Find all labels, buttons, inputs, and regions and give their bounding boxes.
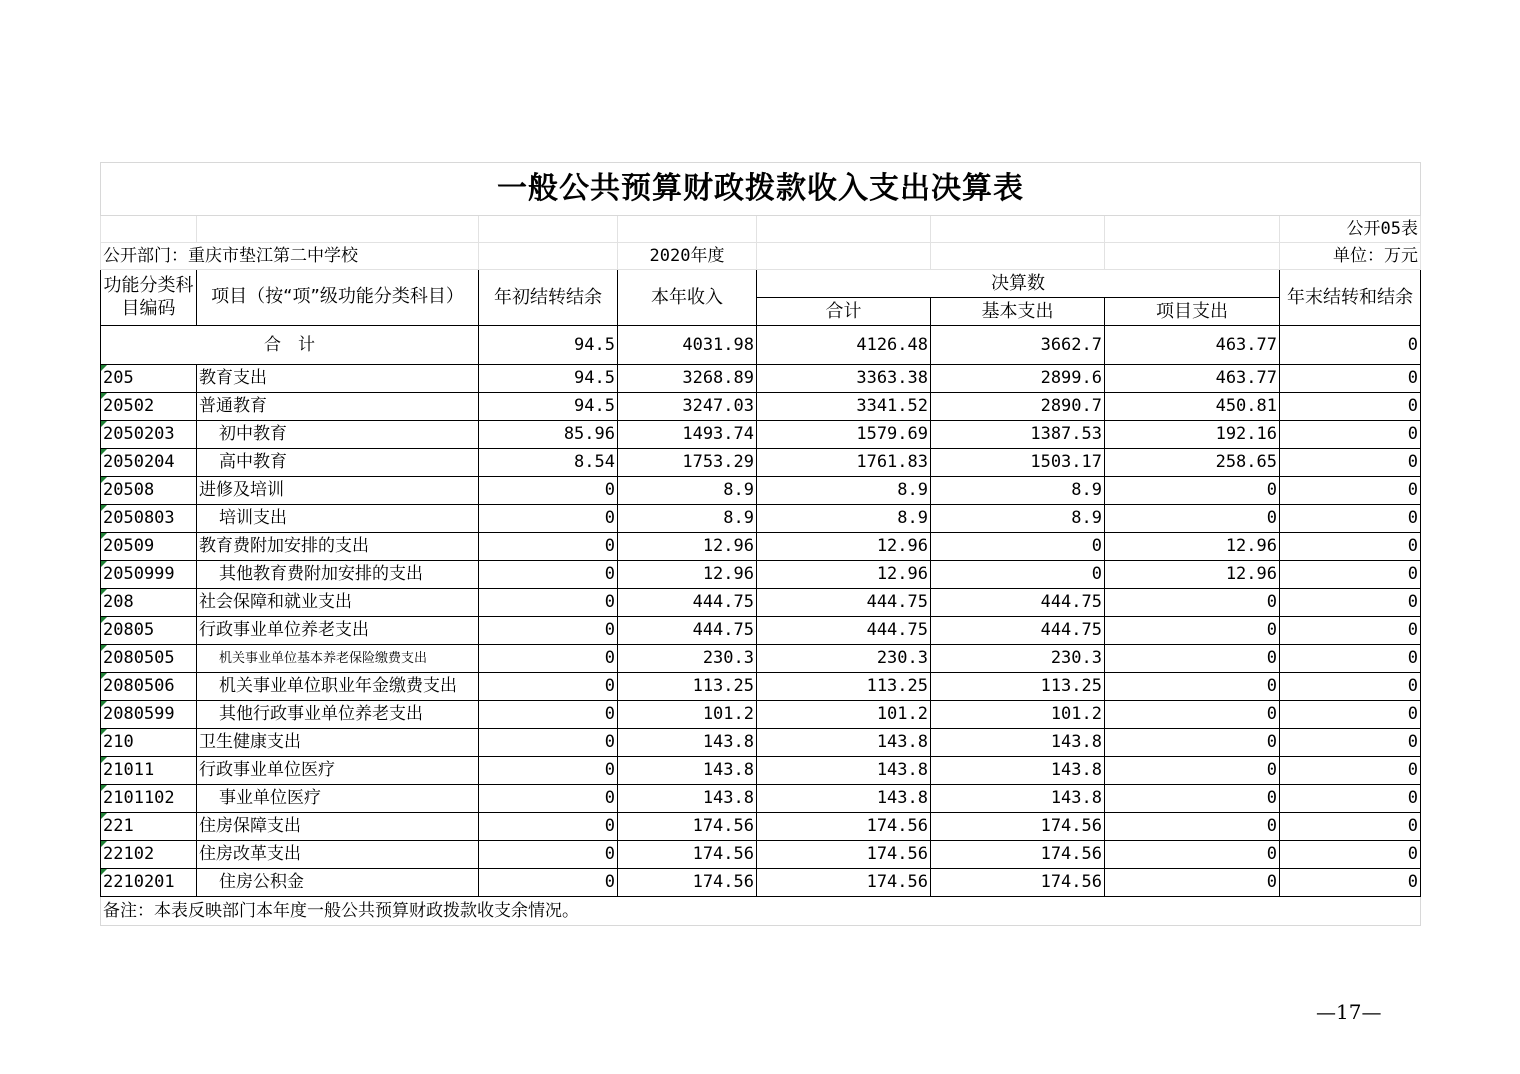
header-project: 项目支出: [1105, 298, 1280, 326]
row-value: 143.8: [757, 757, 931, 785]
row-value: 0: [1280, 617, 1421, 645]
row-value: 0: [1105, 813, 1280, 841]
row-value: 444.75: [618, 617, 757, 645]
table-note: 备注：本表反映部门本年度一般公共预算财政拨款收支余情况。: [101, 897, 1421, 926]
department-label: 公开部门：重庆市垫江第二中学校: [101, 243, 479, 270]
header-end-balance: 年末结转和结余: [1280, 270, 1421, 326]
row-value: 174.56: [931, 841, 1105, 869]
total-label: 合 计: [101, 326, 479, 365]
table-row: [101, 729, 1421, 757]
row-value: 0: [931, 561, 1105, 589]
row-code: 20508: [101, 477, 197, 505]
row-value: 444.75: [931, 617, 1105, 645]
row-value: 1579.69: [757, 421, 931, 449]
row-name: 卫生健康支出: [197, 729, 479, 757]
table-title: 一般公共预算财政拨款收入支出决算表: [101, 163, 1421, 216]
row-value: 174.56: [931, 813, 1105, 841]
row-code: 20502: [101, 393, 197, 421]
header-income: 本年收入: [618, 270, 757, 326]
row-name: 普通教育: [197, 393, 479, 421]
row-name: 事业单位医疗: [197, 785, 479, 813]
row-code: 22102: [101, 841, 197, 869]
row-value: 174.56: [757, 869, 931, 897]
total-row: [101, 326, 1421, 365]
row-value: 174.56: [618, 841, 757, 869]
row-code: 2210201: [101, 869, 197, 897]
row-value: 101.2: [757, 701, 931, 729]
total-cell: 0: [1280, 326, 1421, 365]
row-code: 2050999: [101, 561, 197, 589]
row-value: 0: [1280, 561, 1421, 589]
row-name: 教育支出: [197, 365, 479, 393]
row-name: 教育费附加安排的支出: [197, 533, 479, 561]
table-row: [101, 477, 1421, 505]
row-code: 21011: [101, 757, 197, 785]
total-cell: 4126.48: [757, 326, 931, 365]
table-row: [101, 589, 1421, 617]
row-value: 0: [1280, 869, 1421, 897]
row-value: 0: [1280, 729, 1421, 757]
total-cell: 3662.7: [931, 326, 1105, 365]
row-value: 1503.17: [931, 449, 1105, 477]
table-row: [101, 785, 1421, 813]
row-name: 高中教育: [197, 449, 479, 477]
page-number: —17—: [1316, 1000, 1382, 1024]
row-value: 143.8: [618, 729, 757, 757]
row-value: 0: [1105, 869, 1280, 897]
table-row: [101, 813, 1421, 841]
row-code: 20509: [101, 533, 197, 561]
row-value: 3341.52: [757, 393, 931, 421]
row-value: 0: [479, 617, 618, 645]
row-value: 12.96: [618, 561, 757, 589]
row-name: 进修及培训: [197, 477, 479, 505]
row-value: 12.96: [618, 533, 757, 561]
row-value: 8.9: [618, 505, 757, 533]
row-value: 0: [1105, 729, 1280, 757]
row-value: 444.75: [618, 589, 757, 617]
row-value: 1387.53: [931, 421, 1105, 449]
table-row: [101, 561, 1421, 589]
table-row: [101, 757, 1421, 785]
header-item: 项目（按“项”级功能分类科目）: [197, 270, 479, 326]
row-value: 12.96: [1105, 533, 1280, 561]
row-value: 0: [479, 561, 618, 589]
total-cell: 94.5: [479, 326, 618, 365]
row-value: 0: [1105, 477, 1280, 505]
row-value: 258.65: [1105, 449, 1280, 477]
row-value: 143.8: [757, 729, 931, 757]
row-value: 94.5: [479, 393, 618, 421]
row-value: 0: [1280, 393, 1421, 421]
row-name: 初中教育: [197, 421, 479, 449]
row-value: 12.96: [757, 561, 931, 589]
row-value: 0: [479, 589, 618, 617]
table-row: [101, 645, 1421, 673]
row-value: 0: [1280, 421, 1421, 449]
table-row: [101, 701, 1421, 729]
row-value: 0: [1280, 841, 1421, 869]
table-row: [101, 449, 1421, 477]
row-name: 行政事业单位养老支出: [197, 617, 479, 645]
row-value: 444.75: [931, 589, 1105, 617]
row-value: 2890.7: [931, 393, 1105, 421]
row-value: 0: [479, 673, 618, 701]
row-value: 101.2: [618, 701, 757, 729]
row-name: 行政事业单位医疗: [197, 757, 479, 785]
row-value: 0: [1280, 701, 1421, 729]
row-value: 230.3: [618, 645, 757, 673]
row-value: 101.2: [931, 701, 1105, 729]
row-value: 3268.89: [618, 365, 757, 393]
row-value: 174.56: [931, 869, 1105, 897]
table-row: [101, 365, 1421, 393]
row-value: 8.54: [479, 449, 618, 477]
row-value: 174.56: [757, 841, 931, 869]
header-final-group: 决算数: [757, 270, 1280, 298]
row-value: 0: [479, 701, 618, 729]
row-value: 143.8: [931, 729, 1105, 757]
fiscal-year: 2020年度: [618, 243, 757, 270]
row-value: 0: [1105, 841, 1280, 869]
row-value: 0: [1280, 785, 1421, 813]
budget-sheet: [100, 162, 1420, 926]
row-value: 0: [1280, 589, 1421, 617]
row-value: 174.56: [618, 869, 757, 897]
unit-label: 单位：万元: [1280, 243, 1421, 270]
row-value: 174.56: [757, 813, 931, 841]
header-basic: 基本支出: [931, 298, 1105, 326]
row-name: 培训支出: [197, 505, 479, 533]
row-code: 2050803: [101, 505, 197, 533]
row-name: 其他行政事业单位养老支出: [197, 701, 479, 729]
table-row: [101, 393, 1421, 421]
row-value: 0: [479, 533, 618, 561]
row-value: 0: [1280, 813, 1421, 841]
row-code: 208: [101, 589, 197, 617]
row-value: 450.81: [1105, 393, 1280, 421]
row-value: 0: [479, 785, 618, 813]
row-name: 其他教育费附加安排的支出: [197, 561, 479, 589]
row-value: 12.96: [757, 533, 931, 561]
row-code: 2101102: [101, 785, 197, 813]
row-value: 143.8: [931, 757, 1105, 785]
row-value: 8.9: [931, 477, 1105, 505]
row-value: 1761.83: [757, 449, 931, 477]
table-row: [101, 617, 1421, 645]
row-value: 0: [1105, 673, 1280, 701]
row-value: 0: [1280, 505, 1421, 533]
row-value: 1493.74: [618, 421, 757, 449]
row-value: 0: [1105, 785, 1280, 813]
row-value: 0: [1105, 701, 1280, 729]
row-value: 0: [479, 757, 618, 785]
row-value: 444.75: [757, 589, 931, 617]
row-value: 143.8: [757, 785, 931, 813]
row-value: 0: [479, 505, 618, 533]
row-value: 1753.29: [618, 449, 757, 477]
row-value: 230.3: [931, 645, 1105, 673]
row-value: 113.25: [757, 673, 931, 701]
table-row: [101, 533, 1421, 561]
row-name: 社会保障和就业支出: [197, 589, 479, 617]
table-row: [101, 505, 1421, 533]
row-value: 0: [1105, 505, 1280, 533]
row-value: 0: [479, 645, 618, 673]
form-number: 公开05表: [1280, 216, 1421, 243]
row-name: 住房改革支出: [197, 841, 479, 869]
row-code: 221: [101, 813, 197, 841]
row-value: 85.96: [479, 421, 618, 449]
row-name: 机关事业单位职业年金缴费支出: [197, 673, 479, 701]
row-value: 8.9: [618, 477, 757, 505]
row-code: 2080599: [101, 701, 197, 729]
row-value: 3247.03: [618, 393, 757, 421]
row-value: 230.3: [757, 645, 931, 673]
row-value: 463.77: [1105, 365, 1280, 393]
row-value: 0: [1105, 589, 1280, 617]
table-row: [101, 841, 1421, 869]
row-value: 3363.38: [757, 365, 931, 393]
row-value: 0: [1280, 673, 1421, 701]
row-value: 8.9: [757, 477, 931, 505]
total-cell: 4031.98: [618, 326, 757, 365]
row-value: 0: [1280, 645, 1421, 673]
row-value: 174.56: [618, 813, 757, 841]
row-value: 444.75: [757, 617, 931, 645]
row-value: 2899.6: [931, 365, 1105, 393]
row-value: 0: [479, 841, 618, 869]
row-value: 0: [1105, 617, 1280, 645]
row-code: 205: [101, 365, 197, 393]
row-value: 8.9: [757, 505, 931, 533]
row-value: 192.16: [1105, 421, 1280, 449]
row-code: 2050204: [101, 449, 197, 477]
row-value: 0: [479, 729, 618, 757]
budget-table: [100, 162, 1421, 926]
row-value: 0: [479, 869, 618, 897]
row-value: 12.96: [1105, 561, 1280, 589]
row-code: 210: [101, 729, 197, 757]
row-value: 113.25: [618, 673, 757, 701]
row-value: 0: [1280, 365, 1421, 393]
row-code: 2080505: [101, 645, 197, 673]
row-value: 0: [931, 533, 1105, 561]
header-total: 合计: [757, 298, 931, 326]
header-code: 功能分类科目编码: [101, 270, 197, 326]
row-value: 0: [1105, 645, 1280, 673]
row-value: 0: [1280, 533, 1421, 561]
table-row: [101, 421, 1421, 449]
row-value: 0: [1280, 757, 1421, 785]
row-value: 8.9: [931, 505, 1105, 533]
row-name: 住房保障支出: [197, 813, 479, 841]
row-code: 2050203: [101, 421, 197, 449]
row-code: 20805: [101, 617, 197, 645]
total-cell: 463.77: [1105, 326, 1280, 365]
header-begin-balance: 年初结转结余: [479, 270, 618, 326]
row-value: 94.5: [479, 365, 618, 393]
row-code: 2080506: [101, 673, 197, 701]
row-value: 0: [479, 813, 618, 841]
row-name: 机关事业单位基本养老保险缴费支出: [197, 645, 479, 673]
row-value: 113.25: [931, 673, 1105, 701]
row-value: 143.8: [618, 757, 757, 785]
row-value: 143.8: [618, 785, 757, 813]
table-row: [101, 673, 1421, 701]
row-value: 0: [1280, 477, 1421, 505]
row-value: 143.8: [931, 785, 1105, 813]
row-value: 0: [1105, 757, 1280, 785]
row-value: 0: [1280, 449, 1421, 477]
table-row: [101, 869, 1421, 897]
row-value: 0: [479, 477, 618, 505]
row-name: 住房公积金: [197, 869, 479, 897]
